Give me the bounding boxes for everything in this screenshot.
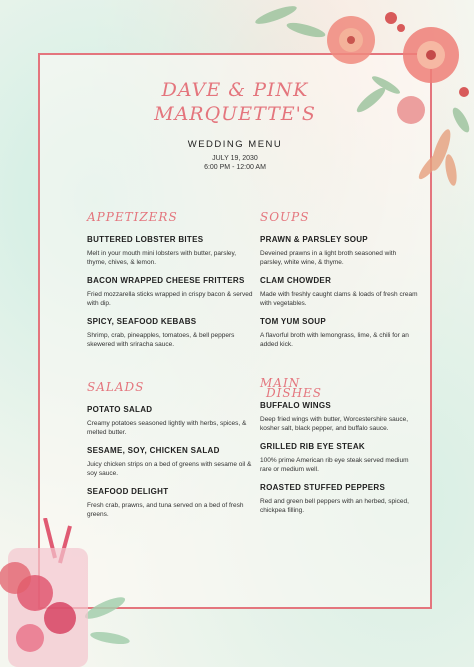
main-dishes-title-line-1: MAIN <box>260 376 301 390</box>
menu-subtitle: WEDDING MENU <box>187 139 283 150</box>
item-name: SPICY, SEAFOOD KEBABS <box>87 317 197 326</box>
soups-section <box>260 211 420 358</box>
soups-title: SOUPS <box>260 210 310 224</box>
menu-item <box>260 483 420 515</box>
main-dishes-title-line-2: DISHES <box>266 386 323 400</box>
item-description: Red and green bell peppers with an herbed, spiced, chickpea filling. <box>260 498 409 514</box>
item-description: 100% prime American rib eye steak served medium rare or medium well. <box>260 457 409 473</box>
event-date: JULY 19, 2030 <box>212 155 258 162</box>
menu-item <box>87 235 257 267</box>
item-name: POTATO SALAD <box>87 405 153 414</box>
event-datetime <box>38 154 432 172</box>
item-name: BUTTERED LOBSTER BITES <box>87 235 204 244</box>
item-name: BUFFALO WINGS <box>260 401 332 410</box>
menu-item <box>87 317 257 349</box>
menu-item <box>260 401 420 433</box>
item-name: CLAM CHOWDER <box>260 276 332 285</box>
item-description: Shrimp, crab, pineapples, tomatoes, & bell peppers skewered with sriracha sauce. <box>87 332 235 348</box>
item-name: SEAFOOD DELIGHT <box>87 487 169 496</box>
salads-section <box>87 381 257 528</box>
item-description: Made with freshly caught clams & loads of fresh cream with vegetables. <box>260 291 418 307</box>
appetizers-section <box>87 211 257 358</box>
couple-names-title <box>38 78 432 126</box>
item-description: Juicy chicken strips on a bed of greens with sesame oil & soy sauce. <box>87 461 252 477</box>
main-dishes-section <box>260 377 420 524</box>
item-description: Melt in your mouth mini lobsters with butter, parsley, thyme, chives, & lemon. <box>87 250 237 266</box>
item-description: Fresh crab, prawns, and tuna served on a bed of fresh greens. <box>87 502 244 518</box>
item-name: GRILLED RIB EYE STEAK <box>260 442 365 451</box>
salads-title: SALADS <box>87 380 145 394</box>
menu-item <box>260 442 420 474</box>
menu-item <box>260 317 420 349</box>
menu-item <box>87 276 257 308</box>
item-name: SESAME, SOY, CHICKEN SALAD <box>87 446 220 455</box>
title-line-1: DAVE & PINK <box>161 79 309 101</box>
appetizers-title: APPETIZERS <box>87 210 178 224</box>
menu-item <box>87 487 257 519</box>
cocktail-glass-icon <box>0 518 140 667</box>
item-name: ROASTED STUFFED PEPPERS <box>260 483 386 492</box>
item-name: PRAWN & PARSLEY SOUP <box>260 235 368 244</box>
menu-item <box>260 276 420 308</box>
title-line-2: MARQUETTE'S <box>154 103 316 125</box>
menu-item <box>87 405 257 437</box>
menu-item <box>87 446 257 478</box>
menu-item <box>260 235 420 267</box>
item-description: Deveined prawns in a light broth seasoned with parsley, white wine, & thyme. <box>260 250 397 266</box>
item-description: A flavorful broth with lemongrass, lime, & chili for an added kick. <box>260 332 409 348</box>
item-description: Fried mozzarella sticks wrapped in crispy bacon & served with dip. <box>87 291 253 307</box>
item-description: Creamy potatoes seasoned lightly with herbs, spices, & melted butter. <box>87 420 247 436</box>
event-time: 6:00 PM - 12:00 AM <box>204 164 266 171</box>
item-description: Deep fried wings with butter, Worcestershire sauce, kosher salt, black pepper, and buffalo sauce. <box>260 416 409 432</box>
item-name: TOM YUM SOUP <box>260 317 326 326</box>
item-name: BACON WRAPPED CHEESE FRITTERS <box>87 276 245 285</box>
